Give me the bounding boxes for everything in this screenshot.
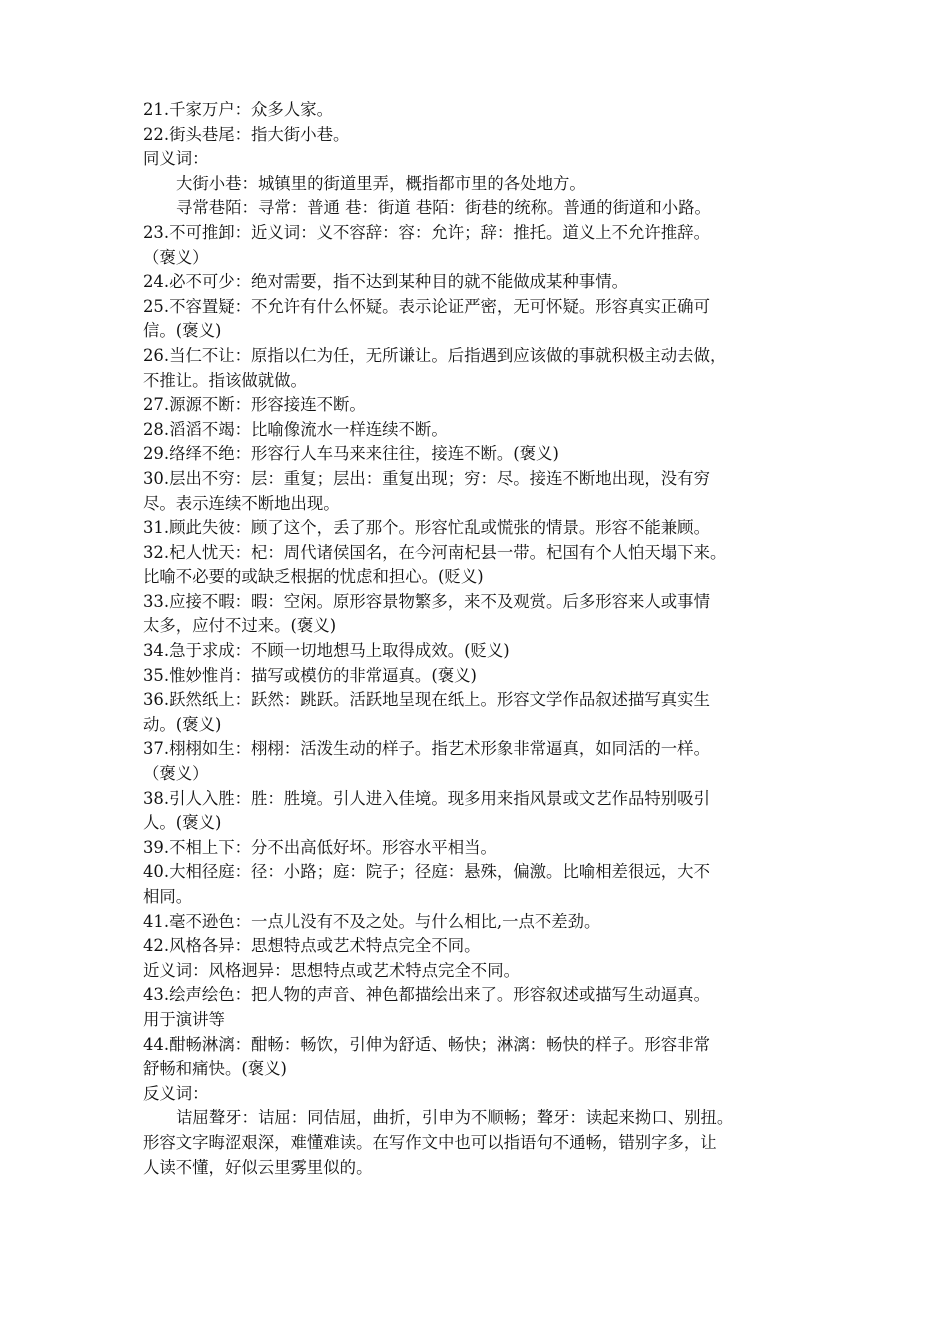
text-line: 太多，应付不过来。(褒义) xyxy=(143,616,337,636)
text-line: 24.必不可少：绝对需要，指不达到某种目的就不能做成某种事情。 xyxy=(143,272,629,292)
text-line: 用于演讲等 xyxy=(143,1009,225,1029)
text-line: 比喻不必要的或缺乏根据的忧虑和担心。(贬义) xyxy=(143,567,484,587)
text-line: 27.源源不断：形容接连不断。 xyxy=(143,395,366,415)
text-line: 寻常巷陌：寻常：普通 巷：街道 巷陌：街巷的统称。普通的街道和小路。 xyxy=(176,198,711,218)
text-line: 26.当仁不让：原指以仁为任，无所谦让。后指遇到应该做的事就积极主动去做， xyxy=(143,345,727,365)
text-line: 尽。表示连续不断地出现。 xyxy=(143,493,340,513)
text-line: 大街小巷：城镇里的街道里弄，概指都市里的各处地方。 xyxy=(176,173,586,193)
text-line: 37.栩栩如生：栩栩：活泼生动的样子。指艺术形象非常逼真，如同活的一样。 xyxy=(143,739,710,759)
text-line: 35.惟妙惟肖：描写或模仿的非常逼真。(褒义) xyxy=(143,665,477,685)
text-line: 29.络绎不绝：形容行人车马来来往往，接连不断。(褒义) xyxy=(143,444,559,464)
text-line: 32.杞人忧天：杞：周代诸侯国名，在今河南杞县一带。杞国有个人怕天塌下来。 xyxy=(143,542,727,562)
text-line: （褒义） xyxy=(143,247,209,267)
text-line: 不推让。指该做就做。 xyxy=(143,370,307,390)
text-line: 28.滔滔不竭：比喻像流水一样连续不断。 xyxy=(143,419,448,439)
text-line: 相同。 xyxy=(143,887,193,906)
text-line: 38.引人入胜：胜：胜境。引人进入佳境。现多用来指风景或文艺作品特别吸引 xyxy=(143,788,710,808)
text-line: 31.顾此失彼：顾了这个，丢了那个。形容忙乱或慌张的情景。形容不能兼顾。 xyxy=(143,518,710,538)
text-line: 40.大相径庭：径：小路；庭：院子；径庭：悬殊，偏激。比喻相差很远，大不 xyxy=(143,862,710,882)
text-line: 25.不容置疑：不允许有什么怀疑。表示论证严密，无可怀疑。形容真实正确可 xyxy=(143,296,710,316)
text-line: （褒义） xyxy=(143,764,209,784)
document-page xyxy=(143,98,813,1180)
text-line: 42.风格各异：思想特点或艺术特点完全不同。 xyxy=(143,936,481,956)
text-line: 36.跃然纸上：跃然：跳跃。活跃地呈现在纸上。形容文学作品叙述描写真实生 xyxy=(143,690,710,710)
text-line: 21.千家万户：众多人家。 xyxy=(143,100,333,119)
text-line: 41.毫不逊色：一点儿没有不及之处。与什么相比,一点不差劲。 xyxy=(143,911,601,931)
text-line: 舒畅和痛快。(褒义) xyxy=(143,1059,287,1079)
text-line: 43.绘声绘色：把人物的声音、神色都描绘出来了。形容叙述或描写生动逼真。 xyxy=(143,985,710,1005)
text-line: 33.应接不暇：暇：空闲。原形容景物繁多，来不及观赏。后多形容来人或事情 xyxy=(143,591,710,611)
text-line: 动。(褒义) xyxy=(143,714,222,734)
text-line: 形容文字晦涩艰深，难懂难读。在写作文中也可以指语句不通畅，错别字多，让 xyxy=(143,1132,717,1152)
text-line: 23.不可推卸：近义词：义不容辞：容：允许；辞：推托。道义上不允许推辞。 xyxy=(143,222,710,242)
text-line: 人。(褒义) xyxy=(143,813,222,833)
text-line: 近义词：风格迥异：思想特点或艺术特点完全不同。 xyxy=(143,960,520,980)
text-line: 反义词： xyxy=(143,1083,209,1103)
text-line: 同义词： xyxy=(143,149,209,169)
text-line: 30.层出不穷：层：重复；层出：重复出现；穷：尽。接连不断地出现，没有穷 xyxy=(143,468,710,488)
text-line: 44.酣畅淋漓：酣畅：畅饮，引伸为舒适、畅快；淋漓：畅快的样子。形容非常 xyxy=(143,1034,710,1054)
text-line: 22.街头巷尾：指大街小巷。 xyxy=(143,124,350,144)
text-line: 34.急于求成：不顾一切地想马上取得成效。(贬义) xyxy=(143,641,510,661)
text-line: 诘屈聱牙：诘屈：同佶屈，曲折，引申为不顺畅；聱牙：读起来拗口、别扭。 xyxy=(176,1108,734,1128)
text-line: 39.不相上下：分不出高低好坏。形容水平相当。 xyxy=(143,837,497,857)
text-line: 信。(褒义) xyxy=(143,321,222,341)
text-line: 人读不懂，好似云里雾里似的。 xyxy=(143,1157,373,1177)
